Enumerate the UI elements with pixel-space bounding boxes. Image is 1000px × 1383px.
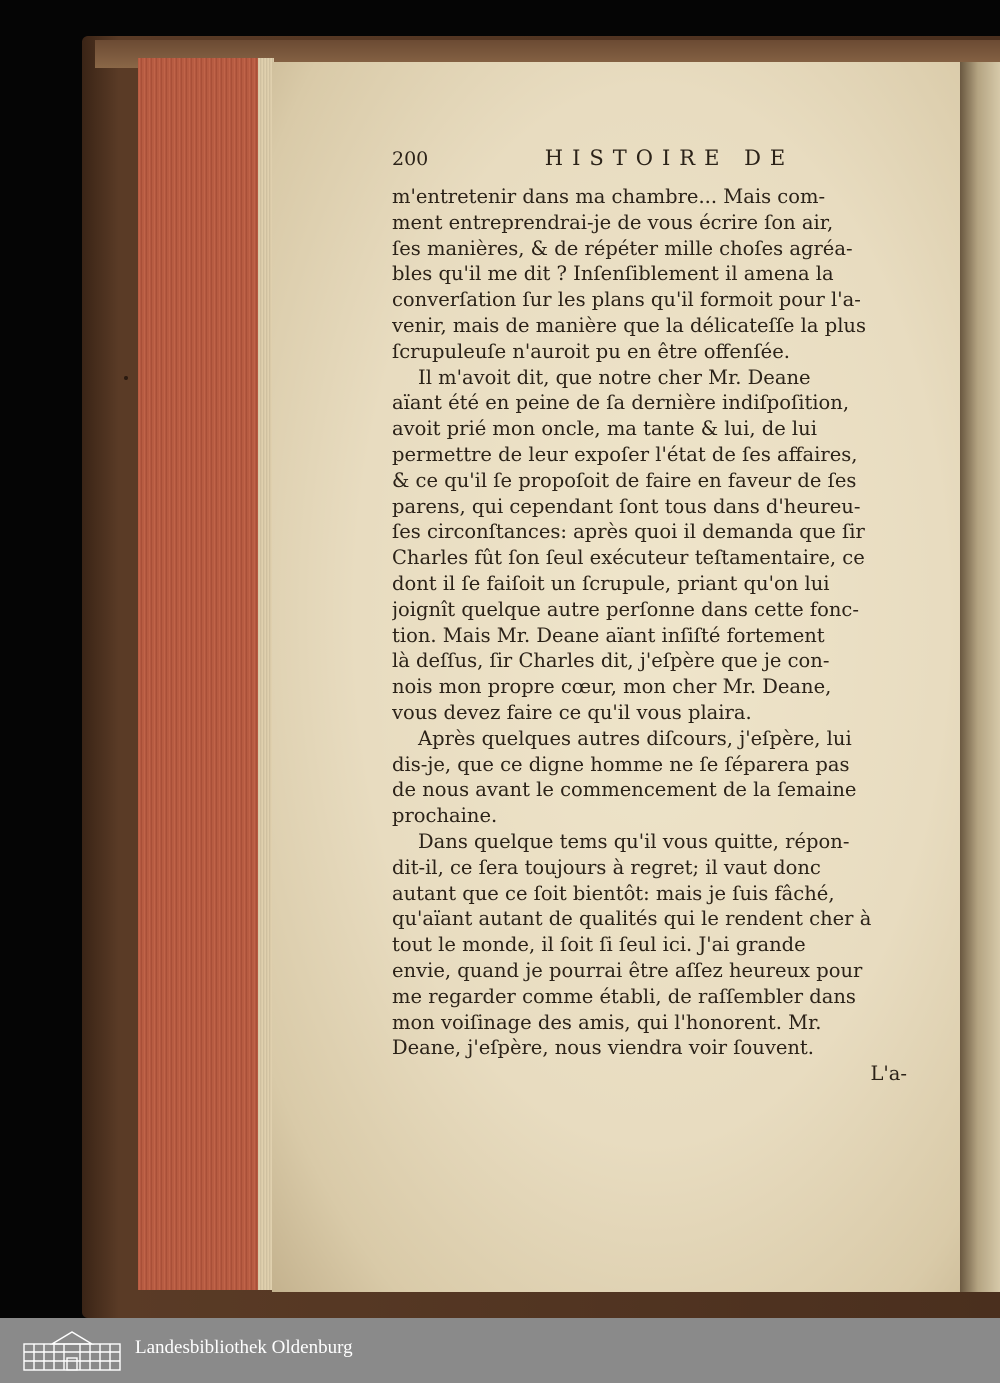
text-line: m'entretenir dans ma chambre... Mais com- <box>392 185 826 208</box>
text-line: Charles fût ſon ſeul exécuteur teſtamentaire, ce <box>392 546 865 570</box>
text-line: ſes circonſtances: après quoi il demanda que ſir <box>392 520 865 544</box>
text-line: bles qu'il me dit ? Inſenſiblement il amena la <box>392 262 834 286</box>
running-title: HISTOIRE DE <box>544 146 795 170</box>
text-line: autant que ce ſoit bientôt: mais je ſuis fâché, <box>392 881 835 905</box>
text-line: Deane, j'eſpère, nous viendra voir ſouvent. <box>392 1036 814 1060</box>
text-line: parens, qui cependant ſont tous dans d'heureu- <box>392 494 861 518</box>
text-line: vous devez faire ce qu'il vous plaira. <box>392 700 752 724</box>
text-line: envie, quand je pourrai être aſſez heureux pour <box>392 958 863 982</box>
text-line: Après quelques autres diſcours, j'eſpère, lui <box>418 726 852 750</box>
text-line: prochaine. <box>392 804 498 828</box>
text-line: tout le monde, il ſoit ſi ſeul ici. J'ai grande <box>392 933 806 957</box>
library-footer <box>0 1318 1000 1383</box>
text-line: ſes manières, & de répéter mille choſes agréa- <box>392 236 853 260</box>
page-edge-mark <box>124 376 128 380</box>
page-number: 200 <box>392 148 429 170</box>
text-line: ſcrupuleuſe n'auroit pu en être offenſée. <box>392 339 790 363</box>
text-line: & ce qu'il ſe propoſoit de faire en faveur de ſes <box>392 468 857 492</box>
catchword: L'a- <box>870 1062 907 1086</box>
library-name: Landesbibliothek Oldenburg <box>135 1337 353 1358</box>
text-line: avoit prié mon oncle, ma tante & lui, de lui <box>392 417 817 441</box>
library-building-icon <box>22 1330 122 1372</box>
text-line: mon voiſinage des amis, qui l'honorent. Mr. <box>392 1010 822 1034</box>
text-line: ment entreprendrai-je de vous écrire ſon air, <box>392 210 834 234</box>
text-line: là deſſus, ſir Charles dit, j'eſpère que je con- <box>392 649 830 673</box>
page-header <box>392 146 907 184</box>
text-line: venir, mais de manière que la délicateſſe la plus <box>392 313 866 337</box>
text-line: de nous avant le commencement de la ſemaine <box>392 778 857 802</box>
text-line: dit-il, ce ſera toujours à regret; il vaut donc <box>392 855 821 879</box>
text-line: tion. Mais Mr. Deane aïant inſiſté fortement <box>392 623 825 647</box>
body-text <box>392 184 907 1087</box>
text-line: dont il ſe faiſoit un ſcrupule, priant qu'on lui <box>392 571 830 595</box>
text-line: Il m'avoit dit, que notre cher Mr. Deane <box>418 365 811 389</box>
text-line: qu'aïant autant de qualités qui le rendent cher à <box>392 907 872 931</box>
text-line: nois mon propre cœur, mon cher Mr. Deane, <box>392 675 832 699</box>
text-line: dis-je, que ce digne homme ne ſe ſéparera pas <box>392 752 850 776</box>
page-text-block <box>392 146 907 1087</box>
text-line: me regarder comme établi, de raſſembler dans <box>392 984 856 1008</box>
text-line: permettre de leur expoſer l'état de ſes affaires, <box>392 442 858 466</box>
text-line: Dans quelque tems qu'il vous quitte, répon- <box>418 829 850 853</box>
facing-page-gutter <box>960 62 1000 1292</box>
text-line: joignît quelque autre perſonne dans cette fonc- <box>392 597 859 621</box>
text-line: converſation ſur les plans qu'il formoit pour l'a- <box>392 288 861 312</box>
page-edges <box>138 58 268 1290</box>
text-line: aïant été en peine de ſa dernière indiſpoſition, <box>392 391 850 415</box>
